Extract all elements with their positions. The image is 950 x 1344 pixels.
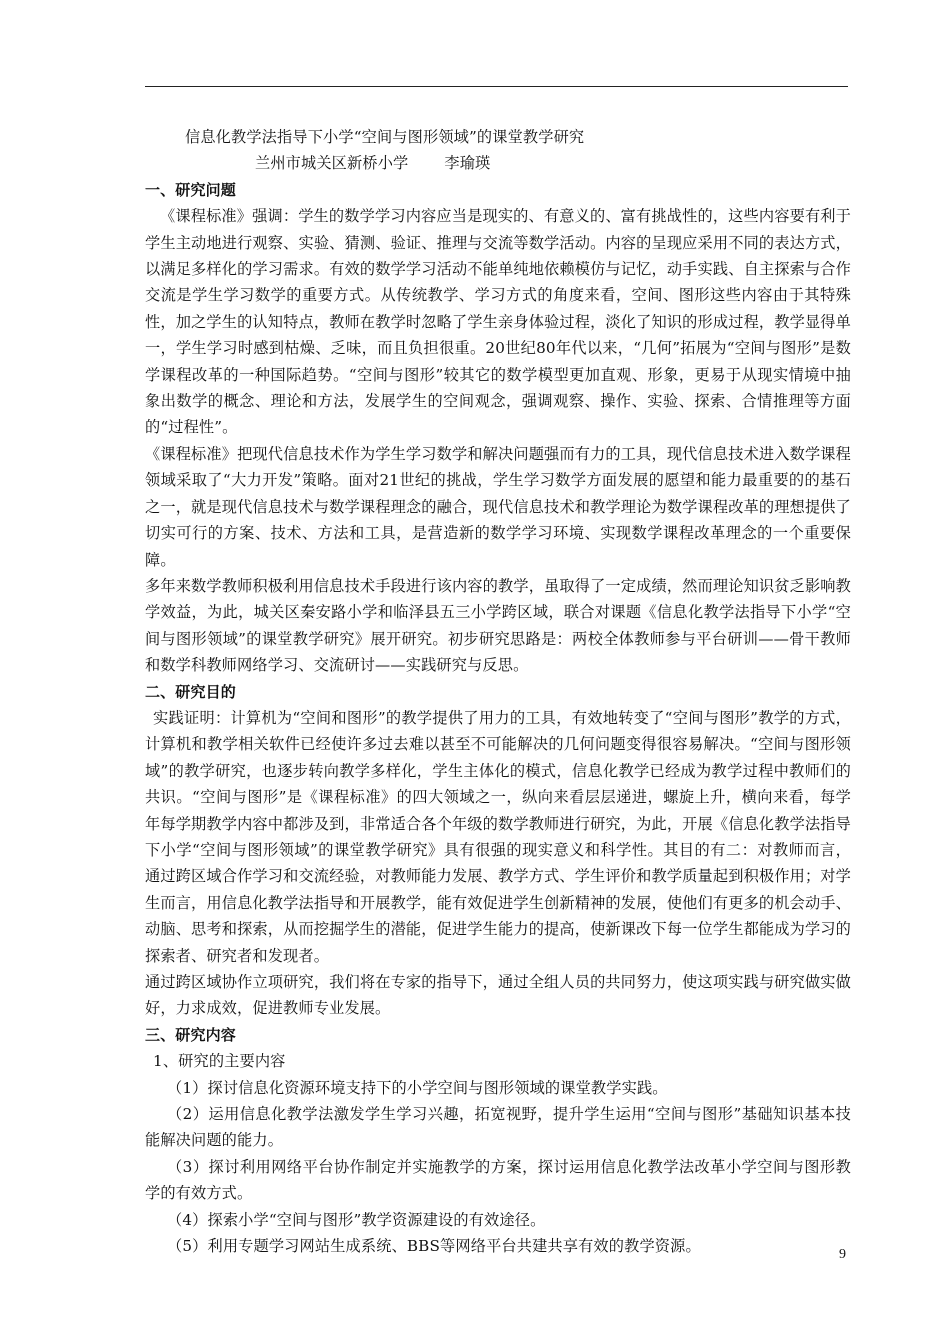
list-item: （2）运用信息化教学法激发学生学习兴趣，拓宽视野，提升学生运用“空间与图形”基础知识基本技能解决问题的能力。 — [145, 1105, 851, 1150]
author-name: 李瑜瑛 — [444, 154, 491, 173]
document-body — [145, 124, 851, 1259]
list-item: （5）利用专题学习网站生成系统、BBS等网络平台共建共享有效的教学资源。 — [167, 1237, 701, 1256]
paragraph: 实践证明：计算机为“空间和图形”的教学提供了用力的工具，有效地转变了“空间与图形”教学的方式，计算机和教学相关软件已经使许多过去难以甚至不可能解决的几何问题变得很容易解决。“空间与图形领域”的教学研究，也逐步转向教学多样化，学生主体化的模式，信息化教学已经成为教学过程中教师们的共识。“空间与图形”是《课程标准》的四大领域之一，纵向来看层层递进，螺旋上升，横向来看，每学年每学期教学内容中都涉及到，非常适合各个年级的数学教师进行研究，为此，开展《信息化教学法指导下小学“空间与图形领域”的课堂教学研究》具有很强的现实意义和科学性。其目的有二：对教师而言，通过跨区域合作学习和交流经验，对教师能力发展、教学方式、学生评价和教学质量起到积极作用；对学生而言，用信息化教学法指导和开展教学，能有效促进学生创新精神的发展，使他们有更多的机会动手、动脑、思考和探索，从而挖掘学生的潜能，促进学生能力的提高，使新课改下每一位学生都能成为学习的探索者、研究者和发现者。 — [145, 708, 851, 965]
list-item: （1）探讨信息化资源环境支持下的小学空间与图形领域的课堂教学实践。 — [167, 1078, 668, 1097]
list-item: （3）探讨利用网络平台协作制定并实施教学的方案，探讨运用信息化教学法改革小学空间与图形教学的有效方式。 — [145, 1157, 851, 1203]
section-heading-research-problem: 一、研究问题 — [145, 180, 236, 199]
section-heading-research-content: 三、研究内容 — [145, 1025, 236, 1044]
school-name: 兰州市城关区新桥小学 — [255, 154, 409, 173]
paragraph: 通过跨区域协作立项研究，我们将在专家的指导下，通过全组人员的共同努力，使这项实践与研究做实做好，力求成效，促进教师专业发展。 — [145, 973, 851, 1018]
paragraph: 《课程标准》强调：学生的数学学习内容应当是现实的、有意义的、富有挑战性的，这些内容要有利于学生主动地进行观察、实验、猜测、验证、推理与交流等数学活动。内容的呈现应采用不同的表达方式，以满足多样化的学习需求。有效的数学学习活动不能单纯地依赖模仿与记忆，动手实践、自主探索与合作交流是学生学习数学的重要方式。从传统教学、学习方式的角度来看，空间、图形这些内容由于其特殊性，加之学生的认知特点，教师在教学时忽略了学生亲身体验过程，淡化了知识的形成过程，教学显得单一，学生学习时感到枯燥、乏味，而且负担很重。20世纪80年代以来，“几何”拓展为“空间与图形”是数学课程改革的一种国际趋势。“空间与图形”较其它的数学模型更加直观、形象，更易于从现实情境中抽象出数学的概念、理论和方法，发展学生的空间观念，强调观察、操作、实验、探索、合情推理等方面的“过程性”。 — [145, 207, 851, 437]
document-title: 信息化教学法指导下小学“空间与图形领域”的课堂教学研究 — [185, 128, 585, 146]
paragraph: 多年来数学教师积极利用信息技术手段进行该内容的教学，虽取得了一定成绩，然而理论知识贫乏影响教学效益，为此，城关区秦安路小学和临泽县五三小学跨区域，联合对课题《信息化教学法指导下小学“空间与图形领域”的课堂教学研究》展开研究。初步研究思路是：两校全体教师参与平台研训——骨干教师和数学科教师网络学习、交流研讨——实践研究与反思。 — [145, 576, 851, 675]
section-heading-research-purpose: 二、研究目的 — [145, 682, 236, 701]
byline — [145, 150, 851, 176]
header-rule — [145, 86, 848, 87]
list-item: （4）探索小学“空间与图形”教学资源建设的有效途径。 — [167, 1210, 546, 1229]
subheading: 1、研究的主要内容 — [153, 1052, 286, 1071]
paragraph: 《课程标准》把现代信息技术作为学生学习数学和解决问题强而有力的工具，现代信息技术进入数学课程领域采取了“大力开发”策略。面对21世纪的挑战，学生学习数学方面发展的愿望和能力最重要的的基石之一，就是现代信息技术与数学课程理念的融合，现代信息技术和教学理论为数学课程改革的理想提供了切实可行的方案、技术、方法和工具，是营造新的数学学习环境、实现数学课程改革理念的一个重要保障。 — [145, 444, 851, 569]
page-number: 9 — [839, 1247, 846, 1262]
